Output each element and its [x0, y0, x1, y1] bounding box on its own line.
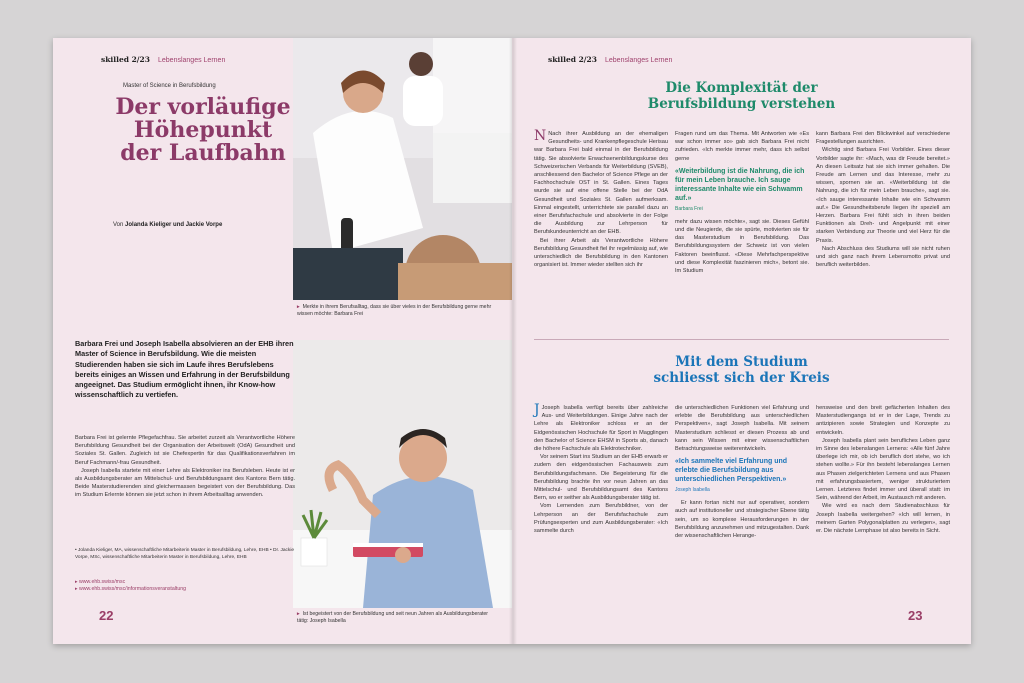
- s1-column-1: [534, 130, 668, 269]
- s2-col2-paragraph-a: die unterschiedlichen Funktionen viel Erfahrung und erlebte die Berufsbildung aus unterschiedlichen Perspektiven», sagt Joseph Isabella. Mit seinem Masterstudium schliesst er diesen Prozess ab und kann sein Wissen mit einer wissenschaftlichen Betrachtungsweise weiterentwickeln.: [675, 405, 809, 453]
- photo-joseph-isabella-illustration: [293, 340, 512, 608]
- s1-column-2: [675, 130, 809, 275]
- s1-col2-paragraph-a: Fragen rund um das Thema. Mit Antworten wie «Es war schon immer so» gab sich Barbara Frei nicht zufrieden. «Ich merkte immer mehr, dass ich selbst gerne: [675, 131, 809, 162]
- kicker: Master of Science in Berufsbildung: [123, 83, 216, 89]
- link-arrow-icon: ▸: [75, 586, 80, 592]
- author-footnote: • Jolanda Kieliger, MA, wissenschaftliche Mitarbeiterin Master in Berufsbildung, Lehre, EHB • Dr. Jackie Vorpe, MSc, wissenschaftliche Mitarbeiterin Master in Berufsbildung, Lehre, EHB: [75, 548, 295, 560]
- magazine-name: skilled 2/23: [548, 55, 597, 64]
- links-list: [75, 579, 186, 593]
- link-arrow-icon: ▸: [75, 579, 80, 585]
- s2-col1-paragraph-2: Vor seinem Start ins Studium an der EHB erwarb er zudem den eidgenössischen Fachausweis zum Berufsbildungsfachmann. Die Begeisterung für die Berufsbildung brachte ihn vor neun Jahren an das Mittelschul- und Berufsbildungsamt des Kantons Bern, wo er seither als Ausbildungsberater tätig ist.: [534, 454, 668, 502]
- page-number-left: 22: [99, 608, 114, 623]
- section-title-complexity: Die Komplexität der Berufsbildung verstehen: [647, 80, 836, 112]
- s2-column-2: [675, 404, 809, 540]
- s2-column-3: [816, 404, 950, 535]
- pullquote-joseph: [675, 457, 809, 495]
- authors-prefix: Von: [113, 222, 124, 228]
- caption-photo-1: [297, 304, 497, 318]
- section-title-study: Mit dem Studium schliesst sich der Kreis: [653, 354, 830, 386]
- s2-col1-paragraph: J Joseph Isabella verfügt bereits über zahlreiche Aus- und Weiterbildungen. Einige Jahre nach der Lehre als Elektroniker schloss er an der Eidgenössischen Hochschule für Sport in Magglingen den Bachelor of Science EHSM in Sports ab, danach die höhere Fachschule als Elektrotechniker.: [534, 402, 668, 453]
- link-msc[interactable]: ▸ www.ehb.swiss/msc: [75, 579, 126, 585]
- s1-col3-paragraph-1: kann Barbara Frei den Blickwinkel auf verschiedene Fragestellungen ausrichten.: [816, 131, 950, 146]
- pullquote-1-text: «Weiterbildung ist die Nahrung, die ich für mein Leben brauche. Ich sauge interessante Inhalte wie ein Schwamm auf.»: [675, 167, 805, 202]
- pullquote-2-text: «Ich sammelte viel Erfahrung und erlebte die Berufsbildung aus unterschiedlichen Perspektiven.»: [675, 458, 788, 484]
- section-name: Lebenslanges Lernen: [605, 57, 673, 64]
- caption-1-text: Merkte in ihrem Berufsalltag, dass sie über vieles in der Berufsbildung gerne mehr wissen möchte: Barbara Frei: [297, 304, 492, 317]
- intro-paragraph-1: Barbara Frei ist gelernte Pflegefachfrau. Sie arbeitet zurzeit als Verantwortliche Höhere Berufsbildung Gesundheit bei der Organisation der Arbeitswelt (OdA) Gesundheit und Soziales St. Gallen. Zugleich ist sie Chefexpertin für das Qualifikationsverfahren im Beruf Fachmann/-frau Gesundheit.: [75, 435, 295, 466]
- lead-paragraph: Barbara Frei und Joseph Isabella absolvieren an der EHB ihren Master of Science in Berufsbildung. Wie die meisten Studierenden haben sie sich im Laufe ihres Berufslebens bereits einiges an Wissen und Erfahrung in der Berufsbildung angeeignet. Das Studium ermöglicht ihnen, ihr Know-how wissenschaftlich zu vertiefen.: [75, 339, 294, 400]
- running-head-left: [101, 55, 225, 64]
- authors-names: Jolanda Kieliger und Jackie Vorpe: [125, 222, 223, 228]
- photo-joseph-isabella: [293, 340, 512, 608]
- s1-col3-paragraph-2: Wichtig sind Barbara Frei Vorbilder. Eines dieser Vorbilder sagte ihr: «Mach, was dir Freude bereitet.» An diesen Leitsatz hat sie sich immer gehalten. Die Freude am Lernen und das Interesse, mehr zu wissen, spornen sie an. «Weiterbildung ist die Nahrung, die ich für mein Leben brauche», sagt sie. «Ich sauge interessante Inhalte wie ein Schwamm auf.» Die Gesundheitsberufe liegen ihr speziell am Herzen. Barbara Frei fühlt sich in ihren beiden Funktionen als Dreh- und Angelpunkt mit einer starken Verbindung zur Theorie und viel Herz für die Praxis.: [816, 147, 950, 244]
- s2-col3-paragraph-1: hensweise und den breit gefächerten Inhalten des Masterstudiengangs ist er in der Lage, Trends zu antizipieren sowie Strategien und Konzepte zu entwickeln.: [816, 405, 950, 436]
- caption-2-text: Ist begeistert von der Berufsbildung und seit neun Jahren als Ausbildungsberater tätig: Joseph Isabella: [297, 611, 489, 624]
- s1-col1-paragraph-2: Bei ihrer Arbeit als Verantwortliche Höhere Berufsbildung Gesundheit fiel ihr regelmässig auf, wie unterschiedlich die Berufsbildung in den Kantonen organisiert ist. Immer wieder stellten sich ihr: [534, 237, 668, 269]
- caption-arrow-icon: ▸: [297, 304, 300, 310]
- s1-col1-paragraph: N Nach ihrer Ausbildung an der ehemaligen Gesundheits- und Krankenpflegeschule Herisau war Barbara Frei bald einmal in der Berufsbildung tätig. Sie absolvierte Erwachsenenbildungskurse des Schweizerischen Verbands für Weiterbildung (SVEB), anschliessend den Bachelor of Science Pflege an der Fachhochschule OST in St. Gallen. Eines Tages wurde sie auf eine offene Stelle bei der OdA Gesundheit und Soziales St. Gallen aufmerksam. Einmal eingestellt, unterrichtete sie parallel dazu an einer Berufsfachschule und absolvierte in der Folge die Ausbildung zur Lehrperson für Berufskundeunterricht an der EHB.: [534, 128, 668, 236]
- page-number-right: 23: [908, 608, 923, 623]
- s2-column-1: [534, 404, 668, 535]
- running-head-right: [548, 55, 672, 64]
- s1-column-3: [816, 130, 950, 269]
- photo-barbara-frei-illustration: [293, 38, 512, 300]
- s2-col3-paragraph-3: Wie wird es nach dem Studienabschluss für Joseph Isabella weitergehen? «Ich will lernen, in meinem Garten Polygonalplatten zu verlegen», sagt er. Die nächste Lernphase ist also bereits in Sicht.: [816, 503, 950, 535]
- pullquote-2-source: Joseph Isabella: [675, 487, 710, 494]
- right-page: [512, 38, 971, 644]
- caption-arrow-icon: ▸: [297, 611, 300, 617]
- left-page: [53, 38, 512, 644]
- caption-photo-2: [297, 611, 497, 625]
- intro-body: [75, 434, 295, 500]
- s1-col2-paragraph-b: mehr dazu wissen möchte», sagt sie. Dieses Gefühl und die Neugierde, die sie spürte, motivierten sie für das Masterstudium in Berufsbildung. Das Berufsbildungssystem der Schweiz ist von vielen Faktoren beeinflusst. «Diese Mehrfachperspektive und diese Komplexität faszinieren mich», betont sie. Im Studium: [675, 218, 809, 275]
- s2-col1-paragraph-3: Vom Lernenden zum Berufsbildner, von der Lehrperson an der Berufsfachschule zum Prüfungsexperten und zum Ausbildungsberater: «Ich sammelte durch: [534, 503, 668, 535]
- magazine-spread: [53, 38, 971, 644]
- s2-col3-paragraph-2: Joseph Isabella plant sein berufliches Leben ganz im Sinne des lebenslangen Lernens: «Alle fünf Jahre überlege ich mir, ob ich beruflich dort stehe, wo ich stehen wollte.» Für ihn besteht lebenslanges Lernen aus Phasen zielgerichteten Lernens und aus Phasen mit erfahrungsbasiertem, weniger strukturiertem Lernen. Letzteres findet immer und überall statt: im Sein, während der Arbeit, im Austausch mit anderen.: [816, 437, 950, 502]
- link-info-event[interactable]: ▸ www.ehb.swiss/msc/informationsveranstaltung: [75, 586, 187, 592]
- s1-col3-paragraph-3: Nach Abschluss des Studiums will sie nicht ruhen und sich ganz nach ihrem Lebensmotto privat und beruflich weiterbilden.: [816, 245, 950, 269]
- magazine-name: skilled 2/23: [101, 55, 150, 64]
- section-name: Lebenslanges Lernen: [158, 57, 226, 64]
- pullquote-barbara: [675, 167, 809, 214]
- intro-paragraph-2: Joseph Isabella startete mit einer Lehre als Elektroniker ins Berufsleben. Heute ist er als Ausbildungsberater am Mittelschul- und Berufsbildungsamt des Kantons Bern tätig. Beide Masterstudierenden sind gleichermassen begeistert von der Berufsbildung. Das im Studium Erlernte können sie jetzt schon in ihrem Arbeitsalltag anwenden.: [75, 467, 295, 499]
- headline: Der vorläufige Höhepunkt der Laufbahn: [115, 94, 291, 166]
- section-divider: [534, 339, 949, 340]
- authors: [113, 222, 222, 228]
- photo-barbara-frei: [293, 38, 512, 300]
- dropcap-n: N: [534, 128, 547, 144]
- s2-col2-paragraph-b: Er kann fortan nicht nur auf operativer, sondern auch auf institutioneller und strategischer Ebene tätig sein, um so komplexe Herausforderungen in der Berufsbildung anzunehmen und mitzugestalten. Dank der wissenschaftlichen Herange-: [675, 500, 809, 540]
- dropcap-j: J: [534, 402, 540, 418]
- pullquote-1-source: Barbara Frei: [675, 205, 703, 212]
